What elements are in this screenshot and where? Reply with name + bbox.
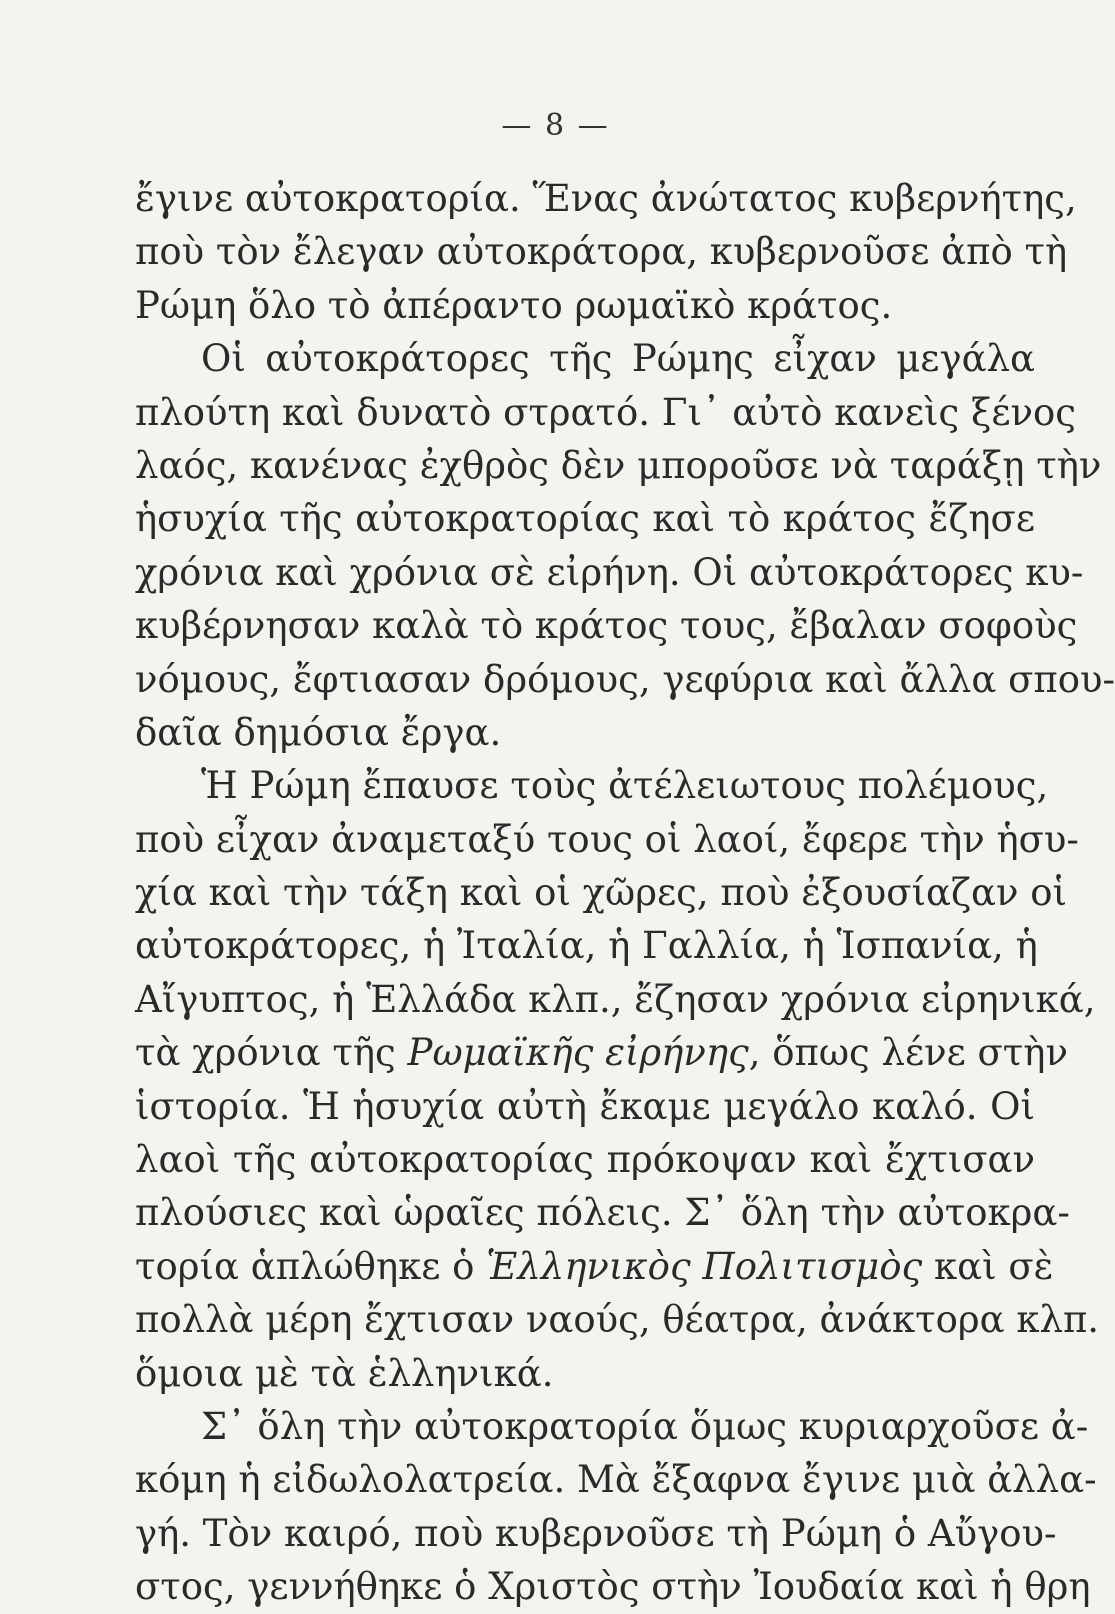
text-line: πλούτη καὶ δυνατὸ στρατό. Γι᾽ αὐτὸ κανεὶς ξένος [135,390,1077,434]
text-line: Σ᾽ ὅλη τὴν αὐτοκρατορία ὅμως κυριαρχοῦσε ἀ- [201,1404,1089,1448]
text-line: ποὺ εἶχαν ἀναμεταξύ τους οἱ λαοί, ἔφερε τὴν ἡσυ- [135,817,1079,861]
text-line: Αἴγυπτος, ἡ Ἑλλάδα κλπ., ἔζησαν χρόνια εἰρηνικά, [135,977,1096,1021]
text-line: λαοὶ τῆς αὐτοκρατορίας πρόκοψαν καὶ ἔχτισαν [135,1138,1035,1182]
page-number: — 8 — [501,108,610,143]
text-line: Ἡ Ρώμη ἔπαυσε τοὺς ἀτέλειωτους πολέμους, [201,764,1049,808]
text-line: ἱστορία. Ἡ ἡσυχία αὐτὴ ἔκαμε μεγάλο καλό. Οἱ [135,1084,1035,1128]
text-line: Ρώμη ὅλο τὸ ἀπέραντο ρωμαϊκὸ κράτος. [135,283,893,327]
text-line: νόμους, ἔφτιασαν δρόμους, γεφύρια καὶ ἄλλα σπου- [135,657,1115,701]
text-run: τορία ἁπλώθηκε ὁ [135,1244,487,1288]
text-line: κυβέρνησαν καλὰ τὸ κράτος τους, ἔβαλαν σοφοὺς [135,604,1078,648]
text-run: καὶ σὲ [922,1244,1054,1288]
italic-term: Ἑλληνικὸς Πολιτισμὸς [486,1244,923,1288]
text-line-with-italic [135,1026,1068,1079]
text-line: λαός, κανένας ἐχθρὸς δὲν μποροῦσε νὰ ταράξῃ τὴν [135,443,1102,487]
text-line: πλούσιες καὶ ὡραῖες πόλεις. Σ᾽ ὅλη τὴν αὐτοκρα- [135,1191,1070,1235]
text-run: τὰ χρόνια τῆς [135,1031,408,1075]
text-line: χρόνια καὶ χρόνια σὲ εἰρήνη. Οἱ αὐτοκράτορες κυ- [135,550,1084,594]
text-line: δαῖα δημόσια ἔργα. [135,710,502,754]
text-line: ὅμοια μὲ τὰ ἑλληνικά. [135,1351,554,1395]
text-line: πολλὰ μέρη ἔχτισαν ναούς, θέατρα, ἀνάκτορα κλπ. [135,1298,1100,1342]
text-line: κόμη ἡ εἰδωλολατρεία. Μὰ ἔξαφνα ἔγινε μιὰ ἀλλα- [135,1458,1097,1502]
italic-term: Ρωμαϊκῆς εἰρήνης [407,1031,749,1075]
body-text [135,172,1115,1614]
text-run: , ὅπως λένε στὴν [748,1031,1068,1075]
text-line: ἡσυχία τῆς αὐτοκρατορίας καὶ τὸ κράτος ἔζησε [135,497,1035,541]
text-line: Οἱ αὐτοκράτορες τῆς Ρώμης εἶχαν μεγάλα [201,337,1035,381]
text-line: ποὺ τὸν ἔλεγαν αὐτοκράτορα, κυβερνοῦσε ἀπὸ τὴ [135,230,1068,274]
text-line-with-italic [135,1240,1054,1293]
text-line: χία καὶ τὴν τάξη καὶ οἱ χῶρες, ποὺ ἐξουσίαζαν οἱ [135,871,1068,915]
text-line: γή. Τὸν καιρό, ποὺ κυβερνοῦσε τὴ Ρώμη ὁ Αὔγου- [135,1511,1057,1555]
text-line: ἔγινε αὐτοκρατορία. Ἕνας ἀνώτατος κυβερνήτης, [135,177,1077,220]
text-line: στος, γεννήθηκε ὁ Χριστὸς στὴν Ἰουδαία καὶ ἡ θρη [135,1565,1091,1609]
text-line: αὐτοκράτορες, ἡ Ἰταλία, ἡ Γαλλία, ἡ Ἱσπανία, ἡ [135,924,1038,968]
